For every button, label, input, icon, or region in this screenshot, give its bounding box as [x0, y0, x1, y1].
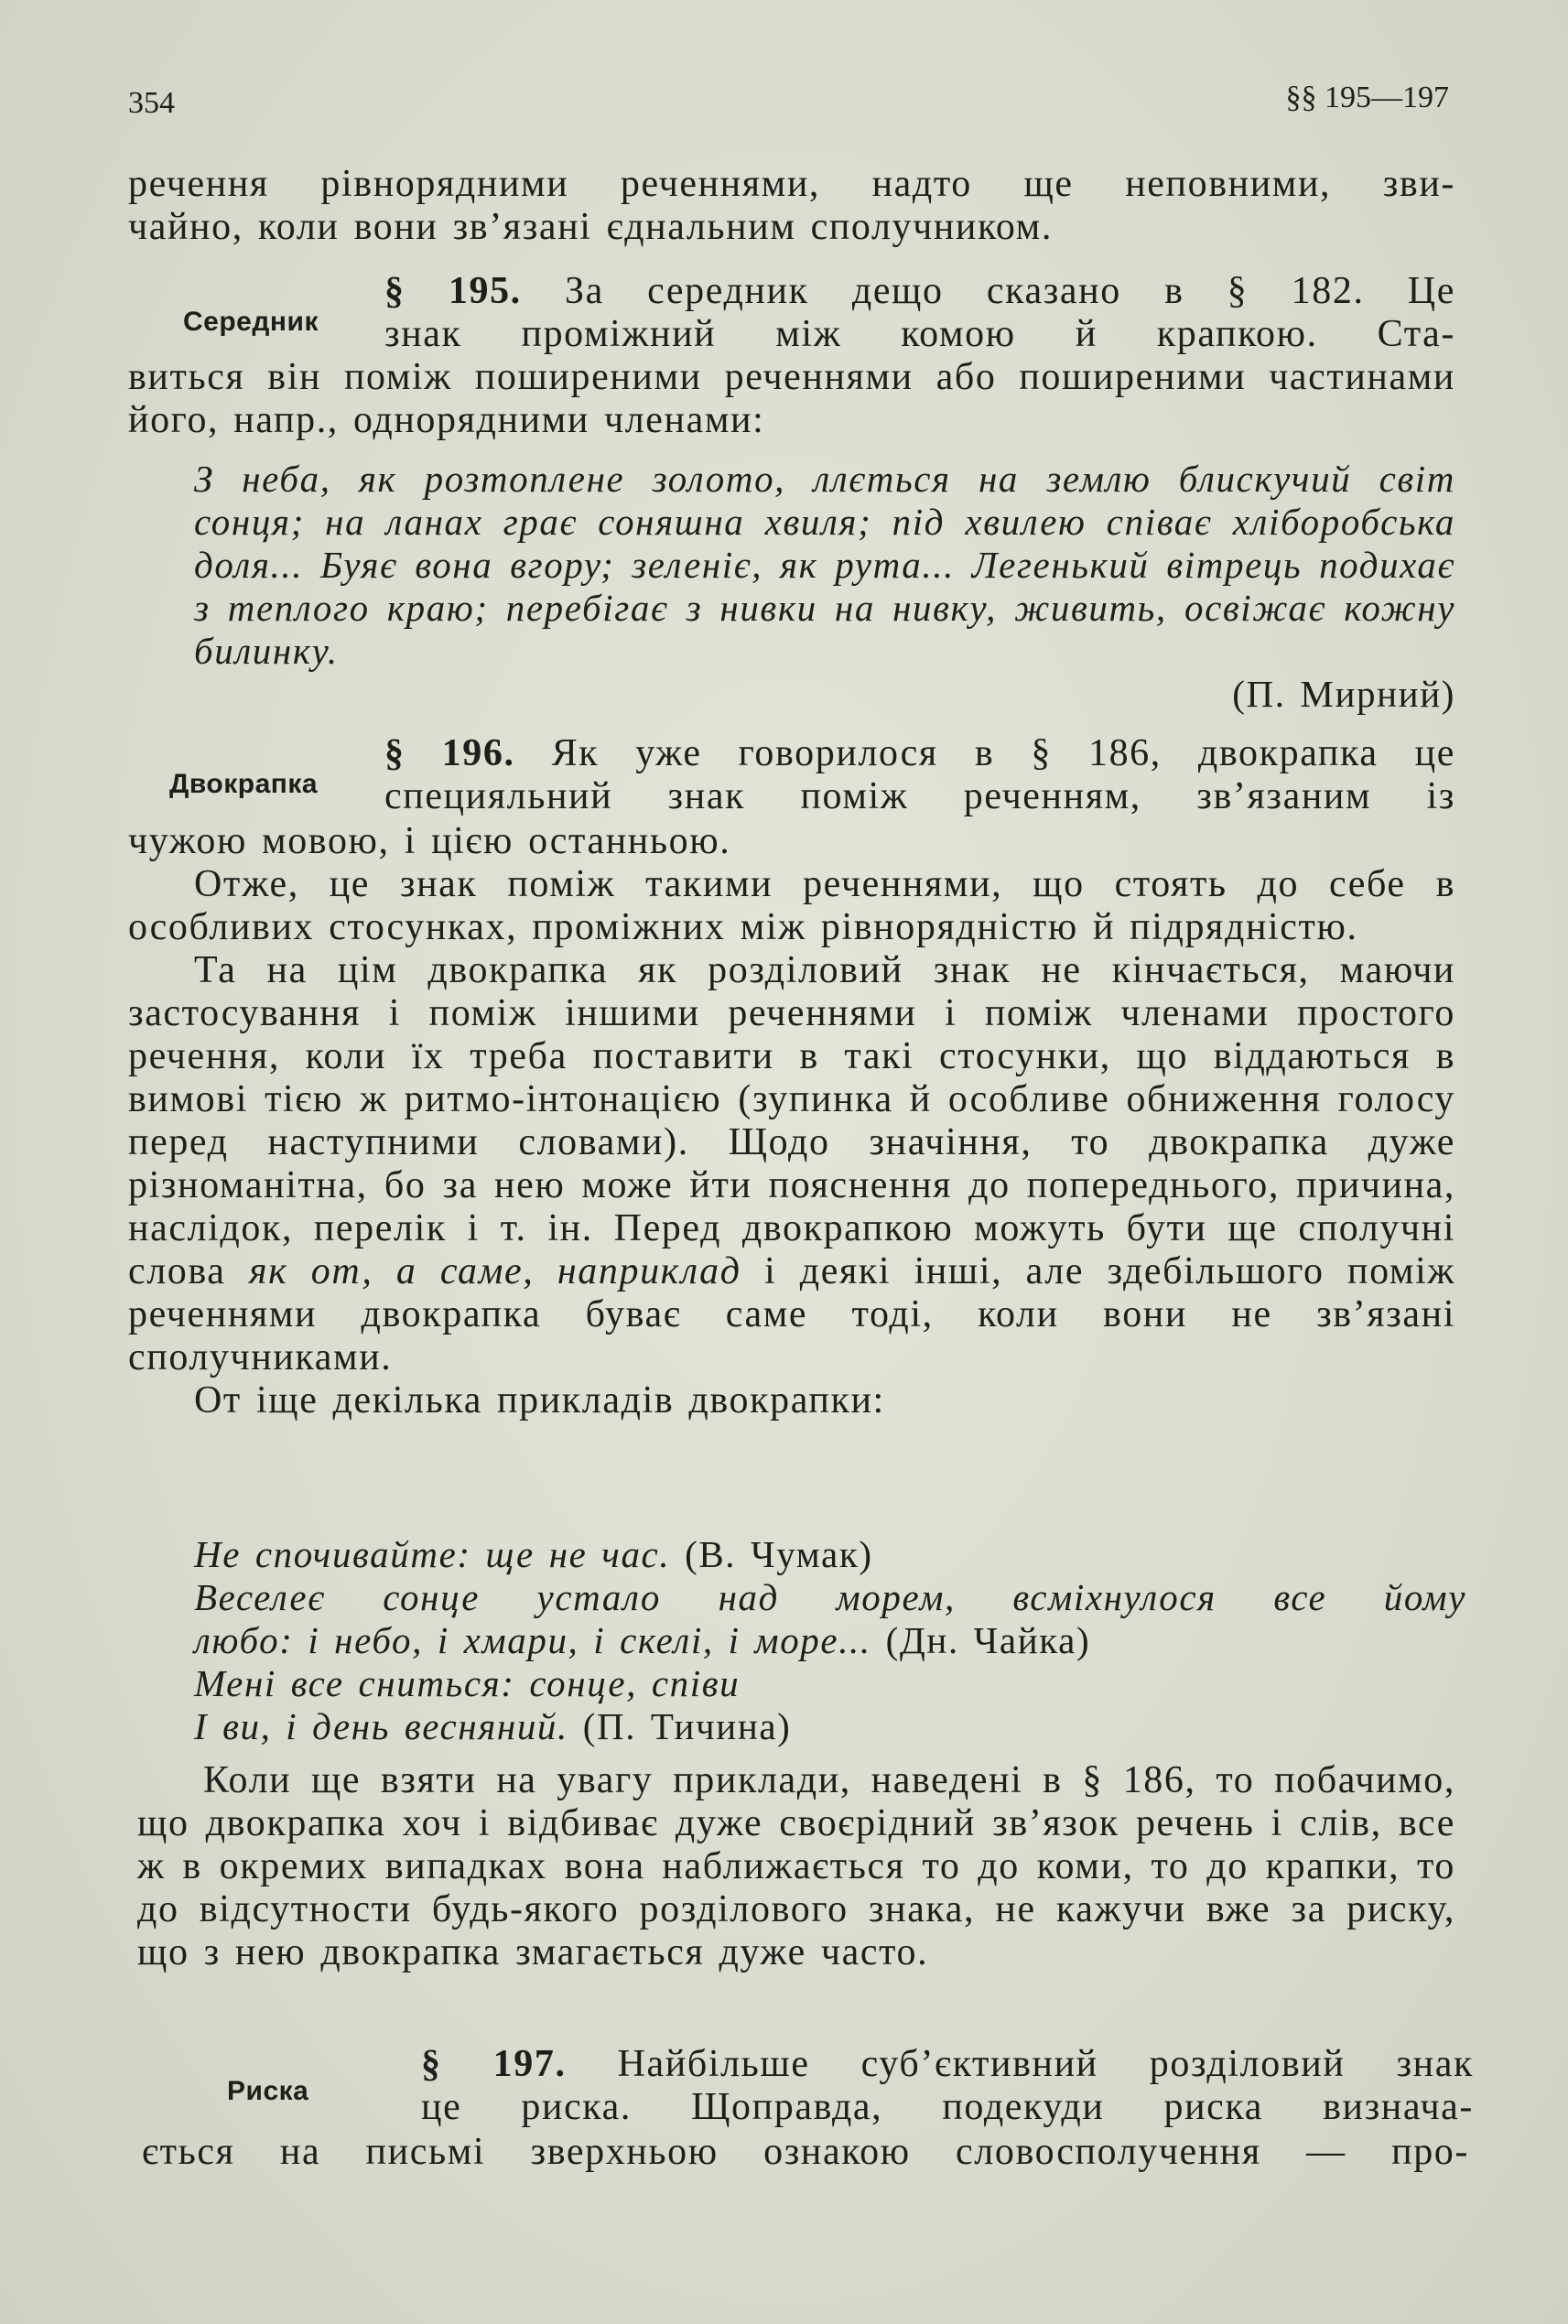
section-196-closing	[137, 1759, 1455, 1974]
example-2-line-1: Веселеє сонце устало над морем, всміхнулося все йому	[194, 1576, 1466, 1618]
section-196-paragraph-2	[128, 949, 1455, 1379]
page-number: 354	[128, 86, 175, 120]
section-195-line-1: За середник дещо сказано в § 182. Це	[565, 270, 1455, 312]
running-head	[128, 81, 1449, 120]
section-196-paragraph-2-italic: як от, а саме, наприклад	[248, 1250, 741, 1292]
section-196-head	[384, 732, 1455, 818]
section-195-number: § 195.	[384, 270, 522, 312]
example-4-text: І ви, і день весняний.	[194, 1705, 568, 1747]
margin-label-serednyk: Середник	[183, 307, 319, 337]
example-1	[194, 1533, 1466, 1576]
intro-line-2: чайно, коли вони зв’язані єднальним сполучником.	[128, 206, 1053, 248]
section-reference: §§ 195—197	[1285, 81, 1449, 114]
intro-line-1: речення рівнорядними реченнями, надто ще неповними, зви-	[128, 163, 1455, 205]
section-196-paragraph-2-part-a: Та на цім двокрапка як розділовий знак не кінчається, маючи застосування і поміж іншими реченнями і поміж членами простого речення, коли їх треба поставити в такі стосунки, що віддаються в вимові тією ж ритмо-інтонацією (зупинка й особливе обниження голосу перед наступними словами). Щодо значіння, то двокрапка дуже різноманітна, бо за нею може йти пояснення до попереднього, причина, наслідок, перелік і т. ін. Перед двокрапкою можуть бути ще сполучні слова	[128, 949, 1455, 1292]
section-197-line-1: Найбільше суб’єктивний розділовий знак	[617, 2043, 1474, 2085]
example-2-attribution: (Дн. Чайка)	[885, 1619, 1091, 1661]
example-2a	[194, 1576, 1466, 1619]
section-197-head	[421, 2043, 1474, 2129]
section-195-quote-attribution: (П. Мирний)	[1232, 673, 1455, 715]
section-196-number: § 196.	[384, 732, 515, 774]
section-197-number: § 197.	[421, 2043, 567, 2085]
section-197-body	[142, 2131, 1469, 2174]
example-1-attribution: (В. Чумак)	[685, 1533, 873, 1575]
section-197-line-2: це риска. Щоправда, подекуди риска визнача-	[421, 2086, 1474, 2128]
section-196-paragraph-2-part-b: і деякі інші, але здебільшого поміж реченнями двокрапка буває саме тоді, коли вони не зв’язані сполучниками.	[128, 1250, 1455, 1378]
section-195-line-2: знак проміжний між комою й крапкою. Ста-	[384, 313, 1455, 355]
section-196-rest: чужою мовою, і цією останньою.	[128, 820, 731, 862]
section-195-head	[384, 270, 1455, 356]
example-3-text: Мені все сниться: сонце, співи	[194, 1662, 741, 1704]
example-4	[194, 1705, 1466, 1748]
section-196-examples	[194, 1533, 1466, 1748]
intro-paragraph	[128, 163, 1455, 249]
section-195-quote-text: З неба, як розтоплене золото, ллється на землю блискучий світ сонця; на ланах грає соняшна хвиля; під хвилею співає хліборобська доля... Буяє вона вгору; зеленіє, як рута... Легенький вітрець подихає з теплого краю; перебігає з нивки на нивку, живить, освіжає кожну билинку.	[194, 458, 1455, 672]
section-196-line-2: специяльний знак поміж реченням, зв’язаним із	[384, 775, 1455, 817]
example-1-text: Не спочивайте: ще не час.	[194, 1533, 671, 1575]
section-196-line-1: Як уже говорилося в § 186, двокрапка це	[551, 732, 1455, 774]
example-2b	[194, 1619, 1466, 1662]
section-197-rest: ється на письмі зверхньою ознакою словосполучення — про-	[142, 2131, 1469, 2173]
section-196-paragraph-3: От іще декілька прикладів двокрапки:	[194, 1379, 885, 1421]
margin-label-dvokrapka: Двокрапка	[169, 769, 319, 799]
example-3	[194, 1662, 1466, 1705]
section-196-paragraph-1: Отже, це знак поміж такими реченнями, що стоять до себе в особливих стосунках, проміжних між рівнорядністю й підрядністю.	[128, 863, 1455, 948]
section-195-body	[128, 356, 1455, 442]
example-2-line-2: любо: і небо, і хмари, і скелі, і море...	[194, 1619, 871, 1661]
example-4-attribution: (П. Тичина)	[582, 1705, 792, 1747]
section-196-paragraph-4: Коли ще взяти на увагу приклади, наведені в § 186, то побачимо, що двокрапка хоч і відбиває дуже своєрідний зв’язок речень і слів, все ж в окремих випадках вона наближається то до коми, то до крапки, то до відсутности будь-якого розділового знака, не кажучи вже за риску, що з нею двокрапка змагається дуже часто.	[137, 1759, 1455, 1973]
section-195-quote	[194, 458, 1455, 716]
section-196-body	[128, 820, 1455, 1422]
margin-label-ryska: Риска	[227, 2076, 309, 2106]
section-195-rest: виться він поміж поширеними реченнями або поширеними частинами його, напр., однорядними членами:	[128, 356, 1455, 441]
